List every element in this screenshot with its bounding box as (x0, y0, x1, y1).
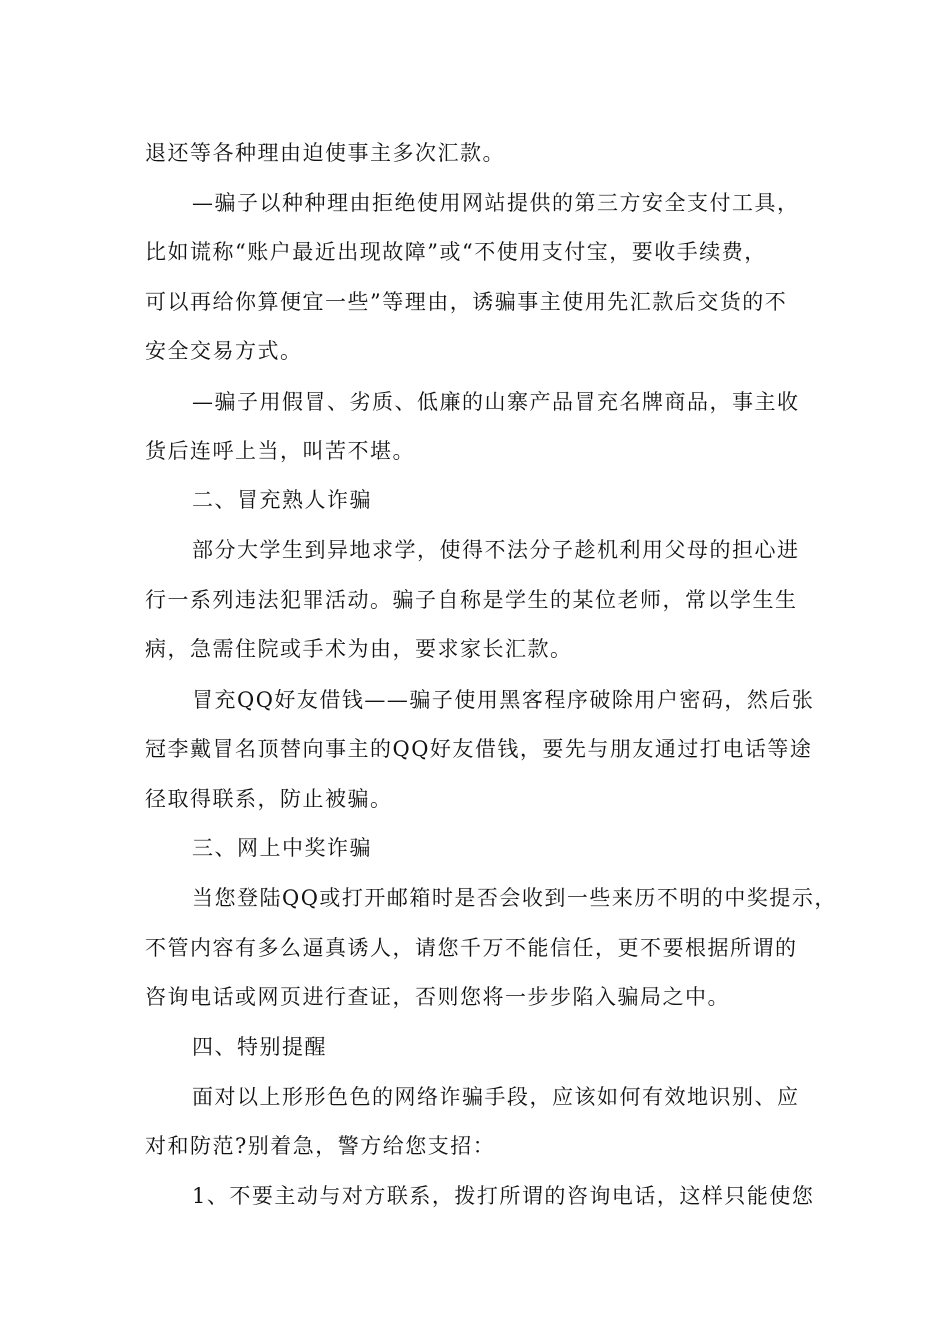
text-line-6: —骗子用假冒、劣质、低廉的山寨产品冒充名牌商品，事主收 (192, 390, 800, 414)
section-heading-3: 三、网上中奖诈骗 (192, 836, 372, 860)
text-line-10: 行一系列违法犯罪活动。骗子自称是学生的某位老师，常以学生生 (145, 588, 798, 612)
text-line-18: 咨询电话或网页进行查证，否则您将一步步陷入骗局之中。 (145, 985, 730, 1009)
text-line-21: 对和防范?别着急，警方给您支招： (145, 1134, 496, 1158)
text-line-3: 比如谎称“账户最近出现故障”或“不使用支付宝，要收手续费， (145, 240, 767, 264)
text-line-20: 面对以上形形色色的网络诈骗手段，应该如何有效地识别、应 (192, 1085, 800, 1109)
text-line-2: —骗子以种种理由拒绝使用网站提供的第三方安全支付工具， (192, 191, 800, 215)
text-line-13: 冠李戴冒名顶替向事主的QQ好友借钱，要先与朋友通过打电话等途 (145, 737, 813, 761)
section-heading-4: 四、特别提醒 (192, 1035, 327, 1059)
text-line-1: 退还等各种理由迫使事主多次汇款。 (145, 141, 505, 165)
text-line-9: 部分大学生到异地求学，使得不法分子趁机利用父母的担心进 (192, 538, 800, 562)
text-line-11: 病，急需住院或手术为由，要求家长汇款。 (145, 637, 573, 661)
text-line-4: 可以再给你算便宜一些”等理由，诱骗事主使用先汇款后交货的不 (145, 290, 788, 314)
text-line-5: 安全交易方式。 (145, 339, 303, 363)
text-line-7: 货后连呼上当，叫苦不堪。 (145, 439, 415, 463)
text-line-22: 1、不要主动与对方联系，拨打所谓的咨询电话，这样只能使您 (192, 1184, 815, 1208)
text-line-17: 不管内容有多么逼真诱人，请您千万不能信任，更不要根据所谓的 (145, 936, 798, 960)
section-heading-2: 二、冒充熟人诈骗 (192, 488, 372, 512)
text-line-14: 径取得联系，防止被骗。 (145, 787, 393, 811)
text-line-16: 当您登陆QQ或打开邮箱时是否会收到一些来历不明的中奖提示， (192, 886, 837, 910)
text-line-12: 冒充QQ好友借钱——骗子使用黑客程序破除用户密码，然后张 (192, 688, 815, 712)
